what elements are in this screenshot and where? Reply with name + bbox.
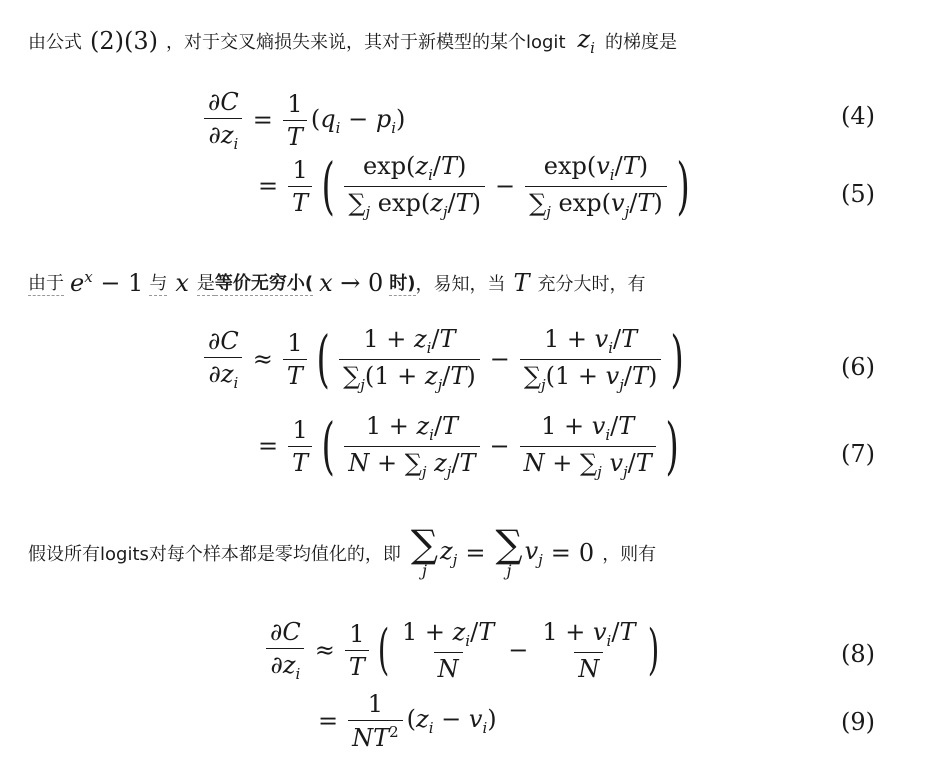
expr-exp-minus-one: $e^x - 1$ [70,268,144,297]
logit-symbol: $z_i$ [577,25,595,57]
paragraph-equivalence [28,268,646,297]
equation-4: $\frac{\partial C}{\partial z_i}$ = $\frac{1}{T}$ $(q_i - p_i)$ [200,88,405,153]
expr-zero-mean: ∑ j $z_j$ = ∑ j $v_j$ = 0 [410,522,595,580]
equation-6: $\frac{\partial C}{\partial z_i}$ ≈ $\frac{1}{T}$ ( $\frac{1 + z_i/T}{\sum_j(1 + z_j/T)}$ − $\frac{1 + v_i/T}{\sum_j(1 + v_j/T)}$ ) [200,325,690,394]
text-youyu: 由于 [28,269,64,296]
text-yu: 与 [149,269,167,296]
text-equivalent-infinitesimal: 等价无穷小( [215,269,313,296]
equation-8: $\frac{\partial C}{\partial z_i}$ ≈ $\frac{1}{T}$ ( $\frac{1 + z_i/T}{N}$ − $\frac{1 + v_i/T}{N}$ ) [262,618,665,683]
equation-number-8: (8) [841,640,875,668]
equation-5: = $\frac{1}{T}$ ( $\frac{\exp(z_i/T)}{\sum_j \exp(z_j/T)}$ − $\frac{\exp(v_i/T)}{\sum_j \exp(v_j/T)}$ ) [258,149,690,223]
equation-number-5: (5) [841,180,875,208]
intro-text-2: ，对于交叉熵损失来说，其对于新模型的某个logit [166,31,566,53]
equation-number-4: (4) [841,102,875,130]
equation-number-7: (7) [841,440,875,468]
symbol-t: T [513,268,530,297]
text-shi: 是 [197,269,215,296]
equation-9: = $\frac{1}{NT^2}$ $(z_i - v_i)$ [318,690,497,752]
formula-ref: (2)(3) [90,26,158,55]
paragraph-intro [28,25,677,57]
equation-number-9: (9) [841,708,875,736]
intro-text-1: 由公式 [28,31,82,53]
symbol-x: x [175,268,189,297]
text-shi-close: 时) [389,269,415,296]
intro-text-3: 的梯度是 [604,31,677,53]
text-easy: ，易知，当 [415,273,506,295]
equation-number-6: (6) [841,353,875,381]
text-large-enough: 充分大时，有 [537,273,646,295]
equation-7: = $\frac{1}{T}$ ( $\frac{1 + z_i/T}{N + \sum_j z_j/T}$ − $\frac{1 + v_i/T}{N + \sum_j v_j/T}$ ) [258,409,679,483]
text-then: ，则有 [602,543,657,565]
paragraph-zero-mean [28,522,657,580]
text-assume: 假设所有logits对每个样本都是零均值化的，即 [28,543,401,565]
expr-x-to-zero: x → 0 [319,268,384,297]
